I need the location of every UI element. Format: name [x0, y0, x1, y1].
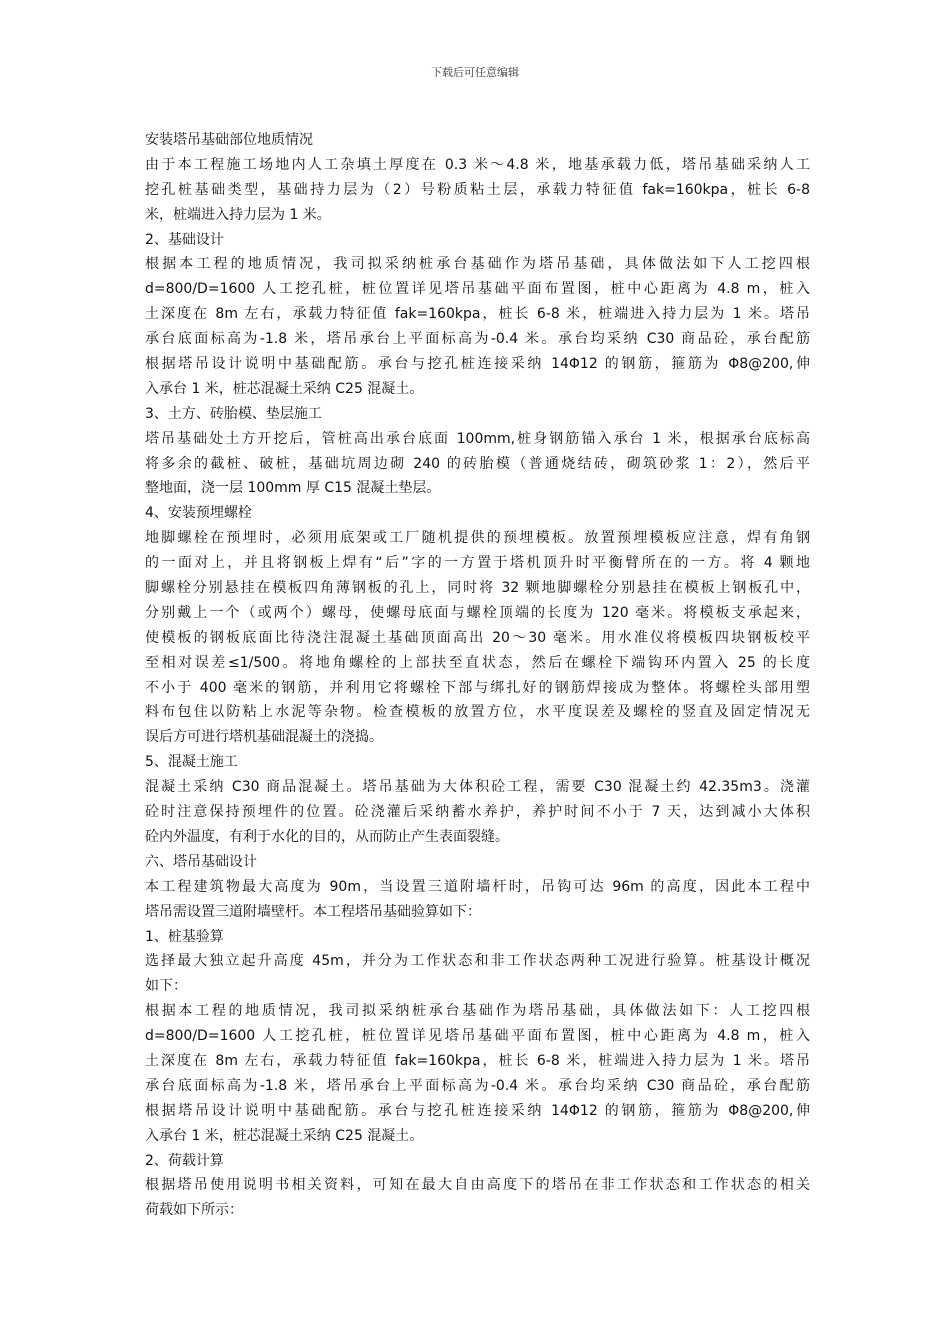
text-line: 2、荷载计算: [145, 1152, 224, 1169]
text-line: 4、安装预埋螺栓: [145, 505, 252, 522]
text-line: 根据塔吊使用说明书相关资料，可知在最大自由高度下的塔吊在非工作状态和工作状态的相关: [145, 1177, 810, 1194]
text-line: 承台底面标高为-1.8 米，塔吊承台上平面标高为-0.4 米。承台均采纳 C30 商品砼，承台配筋: [145, 1077, 810, 1094]
text-line: 塔吊基础处土方开挖后，管桩高出承台底面 100mm,桩身钢筋锚入承台 1 米，根据承台底标高: [145, 430, 810, 447]
page-header: 下载后可任意编辑: [431, 66, 519, 79]
text-line: d=800/D=1600 人工挖孔桩，桩位置详见塔吊基础平面布置图，桩中心距离为 4.8 m，桩入: [145, 281, 810, 298]
text-line: 根据本工程的地质情况，我司拟采纳桩承台基础作为塔吊基础，具体做法如下人工挖四根: [145, 256, 810, 273]
text-line: 根据塔吊设计说明中基础配筋。承台与挖孔桩连接采纳 14Φ12 的钢筋，箍筋为 Φ8@200,伸: [145, 356, 810, 373]
text-line: 使模板的钢板底面比待浇注混凝土基础顶面高出 20～30 毫米。用水准仪将模板四块钢板校平: [145, 629, 810, 646]
text-line: 塔吊需设置三道附墙壁杆。本工程塔吊基础验算如下：: [145, 903, 481, 920]
text-line: 本工程建筑物最大高度为 90m，当设置三道附墙杆时，吊钩可达 96m 的高度，因此本工程中: [145, 878, 810, 895]
text-line: 土深度在 8m 左右，承载力特征值 fak=160kpa，桩长 6-8 米，桩端进入持力层为 1 米。塔吊: [145, 306, 810, 323]
text-line: 将多余的截桩、破桩，基础坑周边砌 240 的砖胎模（普通烧结砖，砌筑砂浆 1：2），然后平: [145, 455, 810, 472]
text-line: 混凝土采纳 C30 商品混凝土。塔吊基础为大体积砼工程，需要 C30 混凝土约 42.35m3。浇灌: [145, 779, 810, 796]
text-line: 分别戴上一个（或两个）螺母，使螺母底面与螺栓顶端的长度为 120 毫米。将模板支承起来，: [145, 604, 810, 621]
text-line: 六、塔吊基础设计: [145, 853, 257, 870]
text-line: 选择最大独立起升高度 45m，并分为工作状态和非工作状态两种工况进行验算。桩基设计概况: [145, 953, 810, 970]
text-line: 根据本工程的地质情况，我司拟采纳桩承台基础作为塔吊基础，具体做法如下：人工挖四根: [145, 1003, 810, 1020]
text-line: 不小于 400 毫米的钢筋，并利用它将螺栓下部与绑扎好的钢筋焊接成为整体。将螺栓头部用塑: [145, 679, 810, 696]
text-line: 地脚螺栓在预埋时，必须用底架或工厂随机提供的预埋模板。放置预埋模板应注意，焊有角钢: [145, 530, 810, 547]
text-line: 根据塔吊设计说明中基础配筋。承台与挖孔桩连接采纳 14Φ12 的钢筋，箍筋为 Φ8@200,伸: [145, 1102, 810, 1119]
text-line: 由于本工程施工场地内人工杂填土厚度在 0.3 米～4.8 米，地基承载力低，塔吊基础采纳人工: [145, 156, 810, 173]
text-line: 砼内外温度，有利于水化的目的，从而防止产生表面裂缝。: [145, 828, 509, 845]
text-line: 如下：: [145, 978, 187, 995]
text-line: 入承台 1 米，桩芯混凝土采纳 C25 混凝土。: [145, 1127, 424, 1144]
text-line: 脚螺栓分别悬挂在模板四角薄钢板的孔上，同时将 32 颗地脚螺栓分别悬挂在模板上钢板孔中，: [145, 580, 810, 597]
text-line: 米，桩端进入持力层为 1 米。: [145, 206, 331, 223]
text-line: 挖孔桩基础类型，基础持力层为（2）号粉质粘土层，承载力特征值 fak=160kpa，桩长 6-8: [145, 181, 810, 198]
text-line: 砼时注意保持预埋件的位置。砼浇灌后采纳蓄水养护，养护时间不小于 7 天，达到减小大体积: [145, 804, 810, 821]
text-line: 至相对误差≤1/500。将地角螺栓的上部扶至直状态，然后在螺栓下端钩环内置入 25 的长度: [145, 654, 810, 671]
text-line: 入承台 1 米，桩芯混凝土采纳 C25 混凝土。: [145, 380, 424, 397]
document-body: [145, 128, 810, 1223]
text-line: 1、桩基验算: [145, 928, 224, 945]
text-line: 误后方可进行塔机基础混凝土的浇捣。: [145, 729, 383, 746]
text-line: 的一面对上，并且将钢板上焊有“后”字的一方置于塔机顶升时平衡臂所在的一方。将 4 颗地: [145, 555, 810, 572]
text-line: 2、基础设计: [145, 231, 224, 248]
text-line: d=800/D=1600 人工挖孔桩，桩位置详见塔吊基础平面布置图，桩中心距离为 4.8 m，桩入: [145, 1028, 810, 1045]
text-line: 5、混凝土施工: [145, 754, 238, 771]
text-line: 承台底面标高为-1.8 米，塔吊承台上平面标高为-0.4 米。承台均采纳 C30 商品砼，承台配筋: [145, 331, 810, 348]
text-line: 土深度在 8m 左右，承载力特征值 fak=160kpa，桩长 6-8 米，桩端进入持力层为 1 米。塔吊: [145, 1052, 810, 1069]
text-line: 安装塔吊基础部位地质情况: [145, 132, 313, 148]
text-line: 整地面，浇一层 100mm 厚 C15 混凝土垫层。: [145, 480, 441, 497]
text-line: 3、土方、砖胎模、垫层施工: [145, 405, 322, 422]
text-line: 料布包住以防粘上水泥等杂物。检查模板的放置方位，水平度误差及螺栓的竖直及固定情况无: [145, 704, 810, 721]
text-line: 荷载如下所示：: [145, 1202, 243, 1219]
